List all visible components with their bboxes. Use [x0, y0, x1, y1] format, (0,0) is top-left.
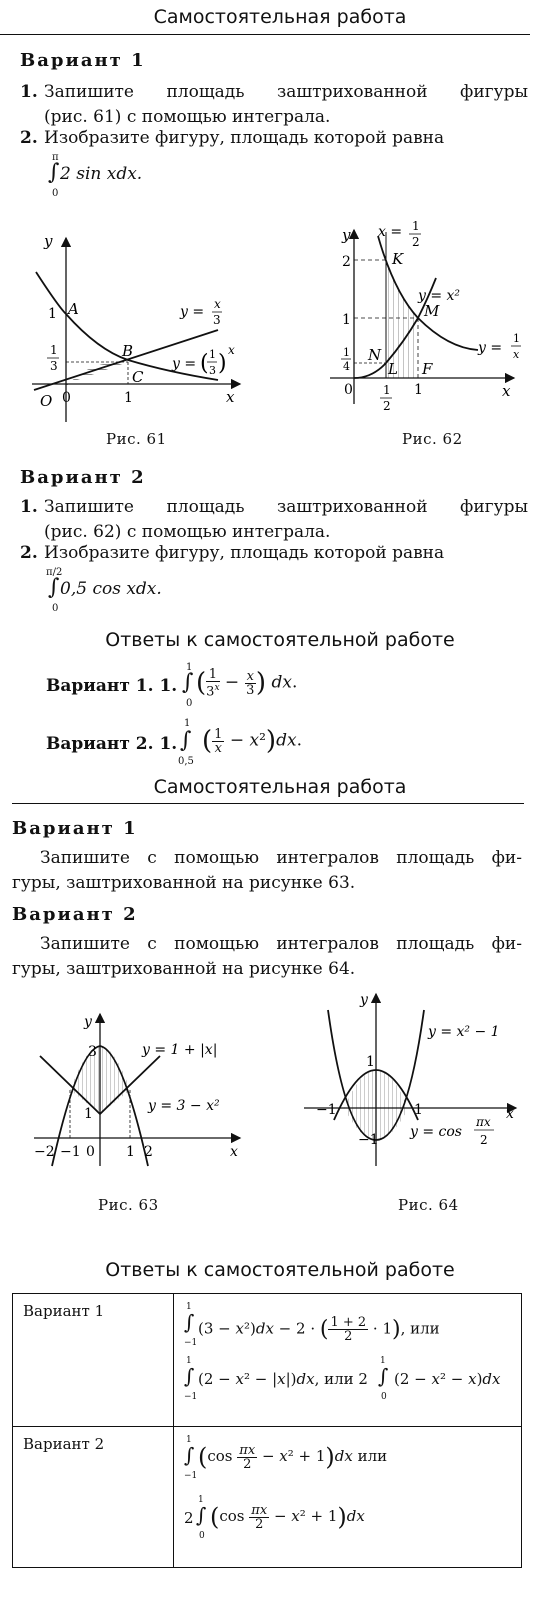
integral-sign: ∫	[48, 575, 60, 600]
label-xeqhalf-den: 2	[412, 235, 420, 249]
label-minus-one-x: −1	[316, 1102, 337, 1118]
label-one-y: 1	[48, 306, 57, 322]
section2-title: Самостоятельная работа	[153, 776, 407, 798]
label-x-one: 1	[414, 382, 423, 398]
section1-answer2	[46, 716, 486, 768]
label-parab: y = x²	[418, 288, 461, 304]
integral-sign: ∫	[48, 160, 60, 185]
label-x-one: 1	[126, 1144, 135, 1160]
section1-variant1-label: Вариант 1	[20, 50, 146, 71]
row1-line2-mid: , или 2	[314, 1370, 368, 1388]
label-one: 1	[84, 1106, 93, 1122]
label-hyp-den: x	[513, 348, 520, 361]
section2-variant2-text	[12, 932, 522, 982]
figure-62-caption: Рис. 62	[402, 430, 463, 448]
label-y: y	[342, 226, 351, 244]
answer1-expression: ( $\frac{1}{3^x}$ − $\frac{x}{3}$ ) dx.	[196, 667, 298, 700]
integral-lower-limit: 0	[52, 603, 59, 614]
label-B: B	[122, 342, 134, 360]
answer2-integral-sign: ∫	[180, 728, 192, 753]
integrand: 0,5 cos xdx.	[60, 579, 162, 599]
table-row	[13, 1427, 522, 1568]
answer1-lower: 0	[186, 698, 193, 709]
figure-61	[28, 232, 268, 432]
label-L: L	[388, 360, 398, 378]
label-F: F	[422, 360, 433, 378]
label-line-eq-num: x	[214, 297, 221, 311]
text-line: Запишите с помощью интегралов площадь фи-	[40, 848, 522, 868]
label-cos-den: 2	[480, 1133, 488, 1147]
task-text-line: Запишите площадь заштрихованной фигуры	[44, 497, 528, 517]
label-exp-eq-paren: (	[200, 351, 209, 376]
task-number: 2.	[20, 128, 38, 148]
section2-variant1-text	[12, 846, 522, 896]
label-N: N	[368, 346, 382, 364]
answer1-label: Вариант 1. 1.	[46, 676, 178, 696]
integral-upper-limit: π/2	[46, 567, 63, 578]
label-M: M	[424, 302, 440, 320]
table-row	[13, 1294, 522, 1427]
answers-table	[12, 1293, 522, 1568]
row1-answer: 1 ∫ −1 (3 − x²)dx − 2 · ( $\frac{1 + 2}{2}$ · 1), или 1 ∫ −1 (2 − x² − |x|)dx, или 2 1 ∫ 0 (2 − x² − x)dx	[174, 1294, 522, 1427]
section1-variant2-label: Вариант 2	[20, 467, 146, 488]
section2-variant1-label: Вариант 1	[12, 818, 138, 839]
label-half-num: 1	[383, 383, 391, 397]
label-exp-eq-power: x	[228, 343, 235, 357]
label-xeqhalf-num: 1	[412, 219, 420, 233]
figure-64-caption: Рис. 64	[398, 1196, 459, 1214]
row2-answer: 1 ∫ −1 (cos $\frac{\pi x}{2}$ − x² + 1)dx или 2 1 ∫ 0 (cos $\frac{\pi x}{2}$ − x² + 1)dx	[174, 1427, 522, 1568]
section2-title-rule	[12, 803, 524, 804]
section1-variant2-task1	[20, 495, 528, 545]
label-third-num: 1	[50, 343, 58, 357]
label-minus-one: −1	[60, 1144, 81, 1160]
label-y: y	[360, 992, 368, 1008]
label-y: y	[44, 232, 53, 250]
label-x-two: 2	[144, 1144, 153, 1160]
figure-63-caption: Рис. 63	[98, 1196, 159, 1214]
label-K: K	[392, 250, 404, 268]
answer2-expression: ( $\frac{1}{x}$ − x²)dx.	[202, 726, 302, 756]
figure-61-caption: Рис. 61	[106, 430, 167, 448]
label-C: C	[132, 368, 144, 386]
integral-lower-limit: 0	[52, 188, 59, 199]
text-line: Запишите с помощью интегралов площадь фи-	[40, 934, 522, 954]
label-O: O	[40, 392, 53, 410]
section1-variant1-task2	[20, 126, 528, 151]
label-quarter-num: 1	[343, 346, 350, 359]
label-line-eq-den: 3	[213, 313, 221, 327]
label-hyp-num: 1	[513, 332, 520, 345]
label-x: x	[226, 388, 235, 406]
label-two: 2	[342, 254, 351, 270]
task-number: 1.	[20, 82, 38, 102]
task-number: 2.	[20, 543, 38, 563]
label-abs-eq: y = 1 + |x|	[142, 1042, 218, 1058]
section1-answers-title: Ответы к самостоятельной работе	[105, 629, 455, 651]
section1-answer1	[46, 660, 486, 710]
label-A: A	[68, 300, 79, 318]
label-zero: 0	[344, 382, 353, 398]
task-text-line: Запишите площадь заштрихованной фигуры	[44, 82, 528, 102]
answer1-integral-sign: ∫	[182, 670, 194, 695]
label-line-eq: y =	[180, 304, 205, 320]
label-exp-eq-den: 3	[209, 364, 216, 377]
answer2-label: Вариант 2. 1.	[46, 734, 178, 754]
integral-upper-limit: π	[52, 152, 59, 163]
label-one: 1	[366, 1054, 375, 1070]
task-number: 1.	[20, 497, 38, 517]
label-x: x	[230, 1144, 238, 1160]
label-three: 3	[88, 1044, 97, 1060]
label-x: x	[502, 382, 511, 400]
figure-63	[30, 1010, 250, 1170]
section1-variant1-task1	[20, 80, 528, 130]
label-one: 1	[342, 312, 351, 328]
section2-variant2-label: Вариант 2	[12, 904, 138, 925]
label-x: x	[506, 1106, 514, 1122]
task-text-line: Изобразите фигуру, площадь которой равна	[44, 128, 445, 148]
section1-title: Самостоятельная работа	[153, 6, 407, 28]
label-one-x: 1	[124, 390, 133, 406]
label-hyp: y =	[478, 340, 503, 356]
label-zero: 0	[86, 1144, 95, 1160]
row2-label: Вариант 2	[13, 1427, 174, 1568]
row1-label: Вариант 1	[13, 1294, 174, 1427]
label-parab-eq: y = x² − 1	[428, 1024, 500, 1040]
row2-line1-tail: или	[352, 1447, 388, 1465]
figure-62	[328, 218, 528, 418]
task-text-line: (рис. 62) с помощью интеграла.	[44, 522, 331, 542]
label-exp-eq-paren-close: )	[218, 351, 227, 376]
figure-64	[300, 990, 520, 1170]
text-line: гуры, заштрихованной на рисунке 64.	[12, 959, 356, 979]
label-cos-num: πx	[476, 1115, 491, 1129]
section1-variant2-task2-integral	[44, 565, 244, 617]
label-minus-two: −2	[34, 1144, 55, 1160]
task-text-line: Изобразите фигуру, площадь которой равна	[44, 543, 445, 563]
label-exp-eq-num: 1	[209, 348, 216, 361]
row1-line1-tail: , или	[400, 1319, 440, 1338]
text-line: гуры, заштрихованной на рисунке 63.	[12, 873, 356, 893]
label-quarter-den: 4	[343, 360, 350, 373]
section1-variant1-task2-integral	[44, 150, 244, 202]
section1-variant2-task2	[20, 541, 528, 566]
section1-title-rule	[0, 34, 530, 35]
label-minus-one-y: −1	[358, 1132, 379, 1148]
label-parab-eq: y = 3 − x²	[148, 1098, 220, 1114]
task-text-line: (рис. 61) с помощью интеграла.	[44, 107, 331, 127]
label-exp-eq: y =	[172, 356, 197, 372]
label-xeqhalf: x =	[378, 224, 403, 240]
answer2-upper: 1	[184, 718, 191, 729]
label-zero: 0	[62, 390, 71, 406]
label-x-one: 1	[414, 1102, 423, 1118]
label-cos-eq: y = cos	[410, 1124, 462, 1140]
integrand: 2 sin xdx.	[60, 164, 143, 184]
label-half-den: 2	[383, 399, 391, 413]
section2-answers-title: Ответы к самостоятельной работе	[105, 1259, 455, 1281]
answer2-lower: 0,5	[178, 756, 194, 767]
label-third-den: 3	[50, 359, 58, 373]
shaded-region	[66, 362, 128, 387]
label-y: y	[84, 1014, 92, 1030]
answer1-upper: 1	[186, 662, 193, 673]
